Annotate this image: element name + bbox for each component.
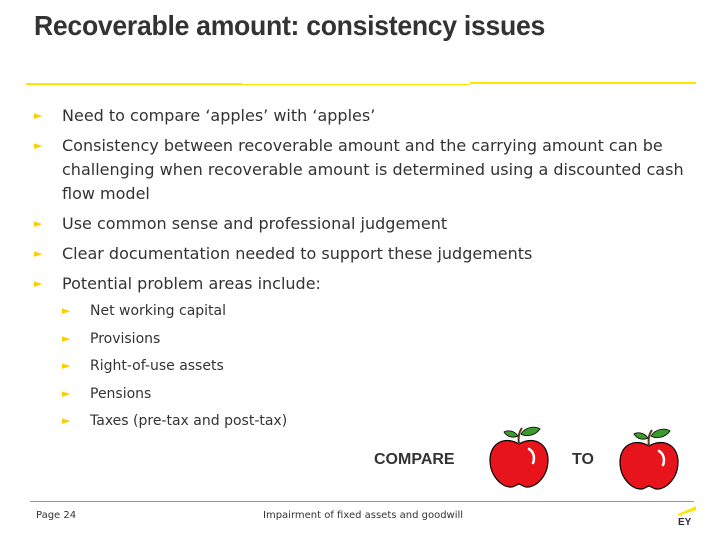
footer-title: Impairment of fixed assets and goodwill <box>263 510 464 521</box>
bullet-item <box>34 212 700 236</box>
bullet-list <box>34 104 700 438</box>
sub-bullet-item <box>62 328 700 350</box>
bullet-item <box>34 272 700 432</box>
to-label: TO <box>572 451 594 468</box>
triangle-right-icon: ► <box>34 139 43 152</box>
sub-bullet-text: Provisions <box>90 330 161 347</box>
ey-logo-text: EY <box>678 517 692 526</box>
ey-logo-icon <box>676 504 698 526</box>
sub-bullet-text: Pensions <box>90 385 152 402</box>
bullet-text: Use common sense and professional judgement <box>62 214 448 233</box>
title-underline-middle <box>242 84 470 85</box>
title-underline-left <box>26 83 242 85</box>
triangle-right-icon: ► <box>62 386 71 400</box>
triangle-right-icon: ► <box>62 304 71 317</box>
compare-label: COMPARE <box>374 451 455 468</box>
triangle-right-icon: ► <box>62 414 71 427</box>
sub-bullet-item <box>62 300 700 322</box>
bullet-text: Potential problem areas include: <box>62 274 321 293</box>
bullet-text: Clear documentation needed to support these judgements <box>62 244 533 263</box>
bullet-item <box>34 104 700 128</box>
triangle-right-icon: ► <box>62 331 71 345</box>
bullet-text: Consistency between recoverable amount and the carrying amount can be challenging when recoverable amount is determined using a discounted cash flow model <box>62 136 684 203</box>
red-apple-icon <box>618 426 680 492</box>
page-number: Page 24 <box>36 510 77 521</box>
triangle-right-icon: ► <box>34 217 43 230</box>
triangle-right-icon: ► <box>34 277 43 290</box>
triangle-right-icon: ► <box>34 247 43 260</box>
bullet-text: Need to compare ‘apples’ with ‘apples’ <box>62 106 376 125</box>
triangle-right-icon: ► <box>34 109 43 122</box>
bullet-item <box>34 242 700 266</box>
footer-divider <box>30 501 694 502</box>
slide-title: Recoverable amount: consistency issues <box>34 10 546 41</box>
triangle-right-icon: ► <box>62 359 71 372</box>
sub-bullet-item <box>62 383 700 405</box>
sub-bullet-text: Right-of-use assets <box>90 358 224 374</box>
sub-bullet-text: Net working capital <box>90 303 227 319</box>
bullet-item <box>34 134 700 206</box>
sub-bullet-item <box>62 355 700 377</box>
sub-bullet-item <box>62 410 700 432</box>
sub-bullet-list <box>62 300 700 432</box>
red-apple-icon <box>488 424 550 490</box>
sub-bullet-text: Taxes (pre-tax and post-tax) <box>90 413 288 429</box>
title-underline-right <box>470 82 696 84</box>
